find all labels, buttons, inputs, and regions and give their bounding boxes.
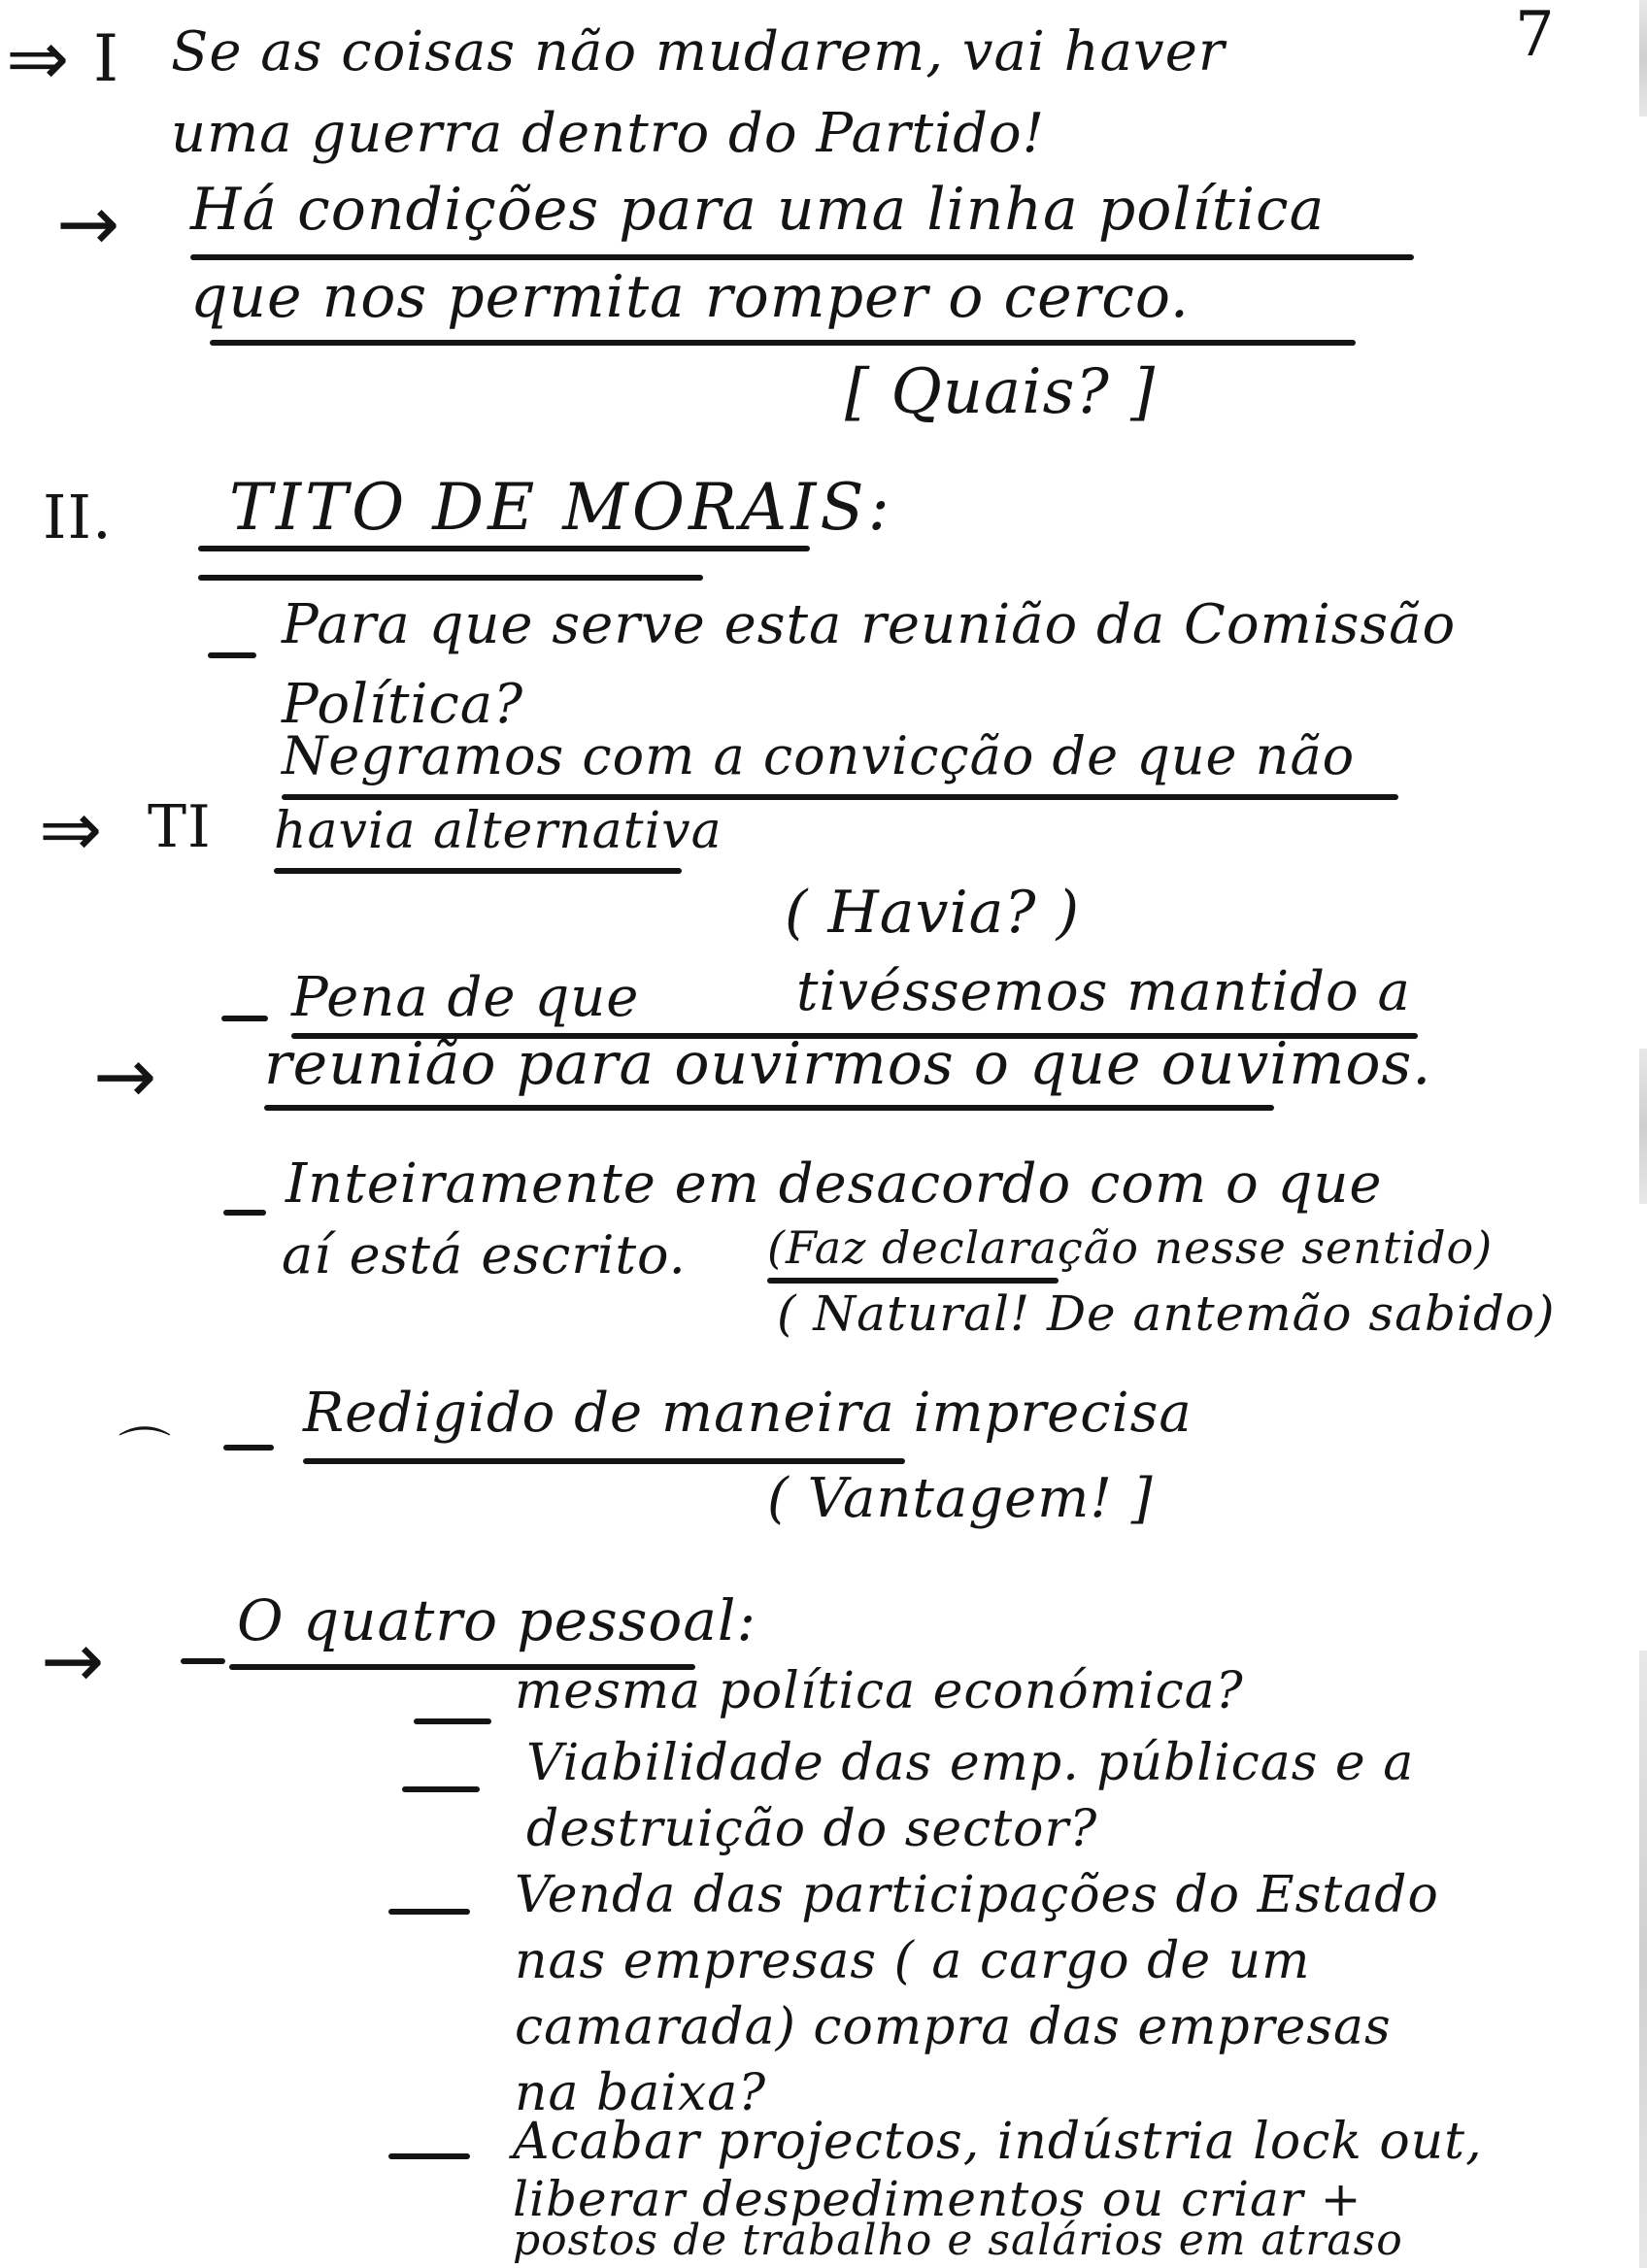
bullet-dash-5 (181, 1658, 225, 1664)
line-10: havia alternativa (274, 802, 723, 860)
line-2: uma guerra dentro do Partido! (171, 102, 1046, 165)
underline-3 (190, 254, 1414, 260)
line-28: liberar despedimentos ou criar + (513, 2171, 1362, 2227)
bullet-dash-3 (223, 1210, 266, 1216)
line-15b: (Faz declaração nesse sentido) (767, 1221, 1494, 1274)
line-14: Inteiramente em desacordo com o que (286, 1152, 1383, 1216)
underline-4 (210, 340, 1356, 346)
sub-dash-3 (388, 1909, 470, 1915)
line-4: que nos permita romper o cerco. (190, 263, 1190, 331)
section-title: TITO DE MORAIS: (229, 470, 893, 545)
bullet-dash-4 (223, 1445, 274, 1451)
line-16: ( Natural! De antemão sabido) (777, 1285, 1556, 1342)
line-26: na baixa? (515, 2064, 767, 2122)
title-underline-2 (198, 575, 703, 581)
scan-edge-low (1639, 1651, 1647, 2268)
line-1: Se as coisas não mudarem, vai haver (171, 20, 1226, 83)
line-13: reunião para ouvirmos o que ouvimos. (264, 1030, 1432, 1098)
margin-mark: ⌒ (118, 1422, 172, 1484)
margin-arrow-4: → (93, 1033, 157, 1120)
line-24: nas empresas ( a cargo de um (515, 1932, 1311, 1990)
scan-edge-top (1639, 0, 1647, 117)
line-19: O quatro pessoal: (237, 1587, 757, 1653)
line-29: postos de trabalho e salários em atraso (513, 2216, 1403, 2265)
line-15a: aí está escrito. (282, 1224, 687, 1285)
section-number: II. (43, 482, 113, 552)
line-18: ( Vantagem! ] (767, 1467, 1154, 1530)
margin-arrow-3: ⇒ (39, 786, 103, 874)
line-5: [ Quais? ] (845, 356, 1157, 428)
margin-arrow-1: ⇒ (6, 16, 70, 103)
line-8: Política? (282, 673, 524, 736)
line-11: ( Havia? ) (785, 879, 1081, 947)
margin-arrow-2: → (56, 181, 120, 268)
line-22: destruição do sector? (526, 1800, 1098, 1858)
underline-9 (282, 794, 1398, 800)
bullet-dash-2 (221, 1016, 268, 1021)
line-23: Venda das participações do Estado (515, 1866, 1439, 1924)
sub-dash-2 (402, 1786, 480, 1792)
line-1-prefix: I (93, 21, 120, 96)
line-12b: tivéssemos mantido a (796, 960, 1411, 1023)
line-21: Viabilidade das emp. públicas e a (526, 1734, 1415, 1792)
line-9: Negramos com a convicção de que não (282, 725, 1356, 786)
sub-dash-4 (388, 2153, 470, 2159)
line-7: Para que serve esta reunião da Comissão (282, 593, 1457, 656)
line-27: Acabar projectos, indústria lock out, (513, 2113, 1483, 2171)
bullet-dash-1 (208, 652, 256, 658)
underline-13 (264, 1105, 1274, 1111)
line-10-prefix: TI (148, 793, 212, 861)
title-underline-1 (198, 546, 810, 551)
line-25: camarada) compra das empresas (515, 1998, 1392, 2056)
line-17: Redigido de maneira imprecisa (303, 1382, 1193, 1445)
underline-17 (303, 1458, 905, 1464)
scan-edge-mid (1639, 1049, 1647, 1204)
margin-arrow-5: → (41, 1618, 105, 1705)
underline-15b (767, 1278, 1059, 1284)
sub-dash-1 (414, 1718, 491, 1724)
line-20: mesma política económica? (515, 1662, 1244, 1720)
line-3: Há condições para uma linha política (190, 176, 1326, 244)
page-number: 7 (1515, 0, 1556, 71)
line-12a: Pena de que (291, 966, 640, 1029)
underline-10 (274, 868, 682, 874)
